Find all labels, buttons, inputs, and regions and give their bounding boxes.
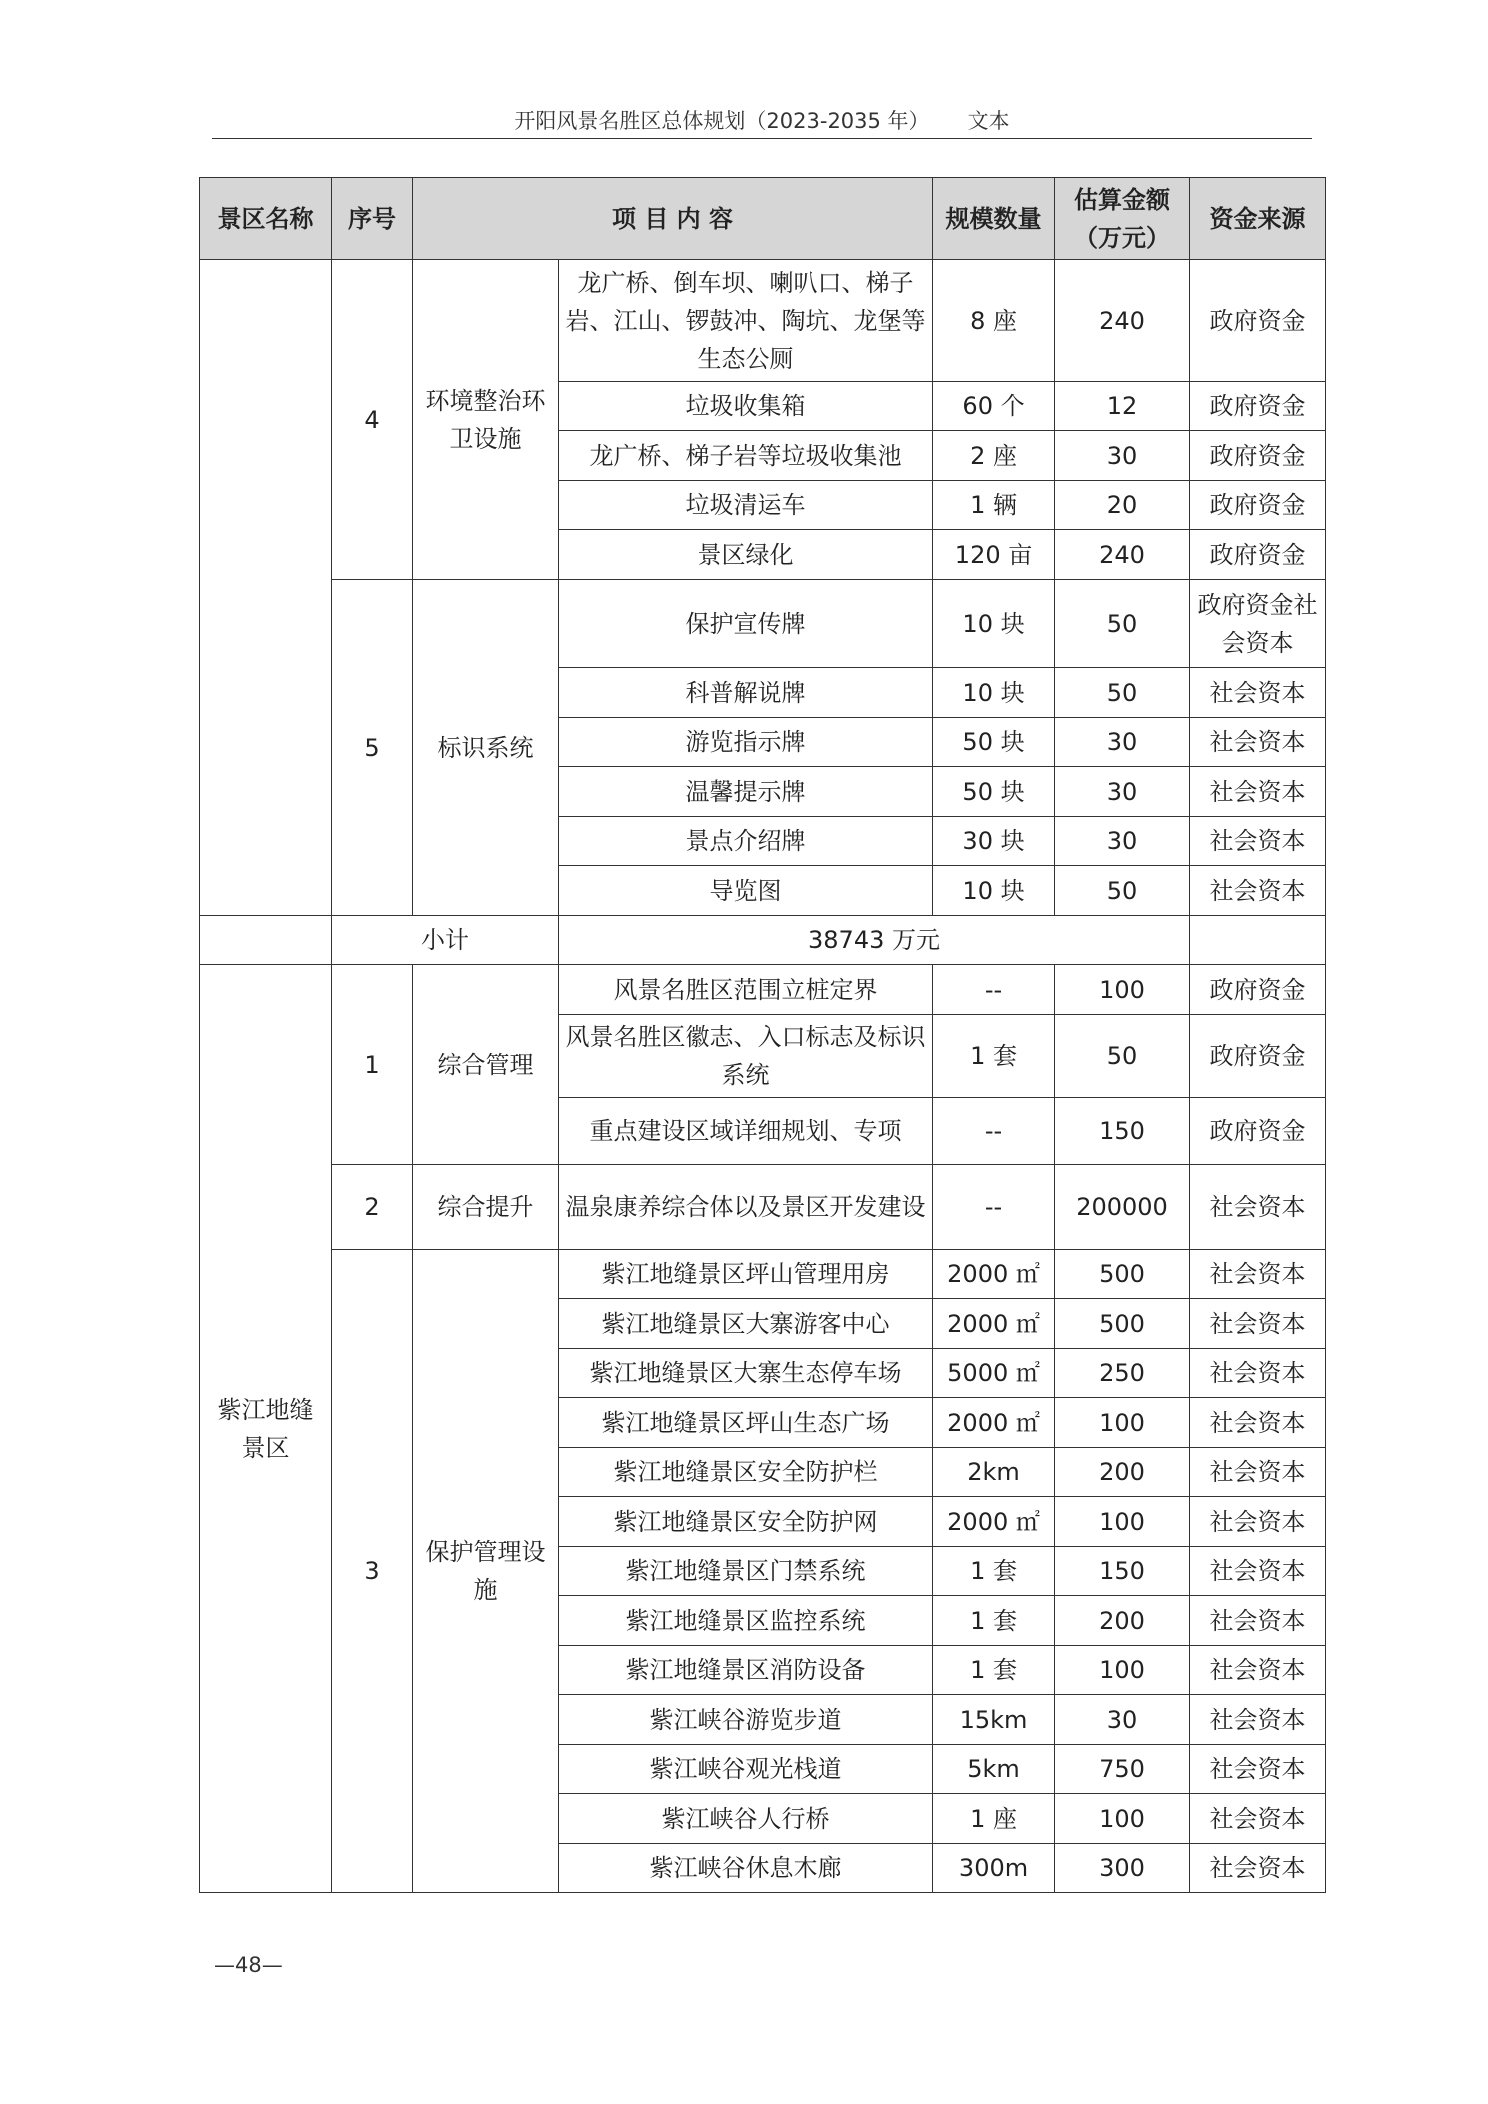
item-content: 紫江峡谷休息木廊 bbox=[559, 1844, 933, 1893]
item-fund: 社会资本 bbox=[1190, 718, 1326, 767]
item-category: 环境整治环卫设施 bbox=[413, 260, 559, 580]
item-cost: 150 bbox=[1055, 1098, 1190, 1165]
item-scale: -- bbox=[933, 1098, 1055, 1165]
item-cost: 240 bbox=[1055, 530, 1190, 580]
item-scale: 15km bbox=[933, 1695, 1055, 1745]
item-content: 紫江地缝景区门禁系统 bbox=[559, 1547, 933, 1596]
item-scale: 1 辆 bbox=[933, 481, 1055, 530]
header-no: 序号 bbox=[332, 178, 413, 260]
item-content: 景点介绍牌 bbox=[559, 817, 933, 866]
item-scale: 120 亩 bbox=[933, 530, 1055, 580]
item-scale: 2000 ㎡ bbox=[933, 1299, 1055, 1349]
item-fund: 社会资本 bbox=[1190, 1299, 1326, 1349]
item-category: 标识系统 bbox=[413, 580, 559, 916]
item-content: 垃圾收集箱 bbox=[559, 382, 933, 431]
item-scale: 2000 ㎡ bbox=[933, 1250, 1055, 1299]
item-fund: 政府资金社会资本 bbox=[1190, 580, 1326, 668]
subtotal-value: 38743 万元 bbox=[559, 916, 1190, 965]
item-cost: 200 bbox=[1055, 1596, 1190, 1646]
item-cost: 250 bbox=[1055, 1349, 1190, 1398]
item-cost: 30 bbox=[1055, 1695, 1190, 1745]
item-fund: 社会资本 bbox=[1190, 1165, 1326, 1250]
table-row bbox=[200, 580, 1326, 668]
item-cost: 20 bbox=[1055, 481, 1190, 530]
item-cost: 100 bbox=[1055, 1794, 1190, 1844]
item-scale: 60 个 bbox=[933, 382, 1055, 431]
item-no: 4 bbox=[332, 260, 413, 580]
item-fund: 社会资本 bbox=[1190, 1646, 1326, 1695]
item-content: 紫江峡谷人行桥 bbox=[559, 1794, 933, 1844]
subtotal-area-empty bbox=[200, 916, 332, 965]
item-cost: 12 bbox=[1055, 382, 1190, 431]
item-fund: 社会资本 bbox=[1190, 1596, 1326, 1646]
item-cost: 500 bbox=[1055, 1250, 1190, 1299]
item-content: 景区绿化 bbox=[559, 530, 933, 580]
item-content: 紫江地缝景区安全防护网 bbox=[559, 1497, 933, 1547]
item-scale: 1 套 bbox=[933, 1596, 1055, 1646]
item-content: 龙广桥、倒车坝、喇叭口、梯子岩、江山、锣鼓冲、陶坑、龙堡等生态公厕 bbox=[559, 260, 933, 382]
item-scale: 2 座 bbox=[933, 431, 1055, 481]
item-fund: 政府资金 bbox=[1190, 1015, 1326, 1098]
item-category: 综合提升 bbox=[413, 1165, 559, 1250]
item-cost: 300 bbox=[1055, 1844, 1190, 1893]
item-scale: 2km bbox=[933, 1448, 1055, 1497]
item-fund: 社会资本 bbox=[1190, 668, 1326, 718]
item-cost: 100 bbox=[1055, 1497, 1190, 1547]
item-fund: 社会资本 bbox=[1190, 1695, 1326, 1745]
item-cost: 100 bbox=[1055, 965, 1190, 1015]
item-fund: 社会资本 bbox=[1190, 1547, 1326, 1596]
item-fund: 社会资本 bbox=[1190, 767, 1326, 817]
header-area: 景区名称 bbox=[200, 178, 332, 260]
item-cost: 150 bbox=[1055, 1547, 1190, 1596]
item-cost: 500 bbox=[1055, 1299, 1190, 1349]
item-scale: 50 块 bbox=[933, 718, 1055, 767]
item-content: 龙广桥、梯子岩等垃圾收集池 bbox=[559, 431, 933, 481]
item-content: 紫江地缝景区安全防护栏 bbox=[559, 1448, 933, 1497]
item-scale: 50 块 bbox=[933, 767, 1055, 817]
item-cost: 200000 bbox=[1055, 1165, 1190, 1250]
item-content: 紫江峡谷游览步道 bbox=[559, 1695, 933, 1745]
item-content: 紫江地缝景区坪山管理用房 bbox=[559, 1250, 933, 1299]
item-fund: 政府资金 bbox=[1190, 431, 1326, 481]
item-scale: 5000 ㎡ bbox=[933, 1349, 1055, 1398]
item-content: 保护宣传牌 bbox=[559, 580, 933, 668]
item-fund: 社会资本 bbox=[1190, 1745, 1326, 1794]
subtotal-label: 小计 bbox=[332, 916, 559, 965]
item-scale: 1 套 bbox=[933, 1547, 1055, 1596]
item-content: 温泉康养综合体以及景区开发建设 bbox=[559, 1165, 933, 1250]
page-header bbox=[212, 104, 1312, 139]
item-scale: 2000 ㎡ bbox=[933, 1398, 1055, 1448]
item-no: 2 bbox=[332, 1165, 413, 1250]
table-row bbox=[200, 965, 1326, 1015]
item-cost: 30 bbox=[1055, 718, 1190, 767]
item-content: 科普解说牌 bbox=[559, 668, 933, 718]
table-row bbox=[200, 1165, 1326, 1250]
item-fund: 社会资本 bbox=[1190, 817, 1326, 866]
item-scale: 1 套 bbox=[933, 1646, 1055, 1695]
item-cost: 200 bbox=[1055, 1448, 1190, 1497]
item-content: 紫江地缝景区坪山生态广场 bbox=[559, 1398, 933, 1448]
item-content: 导览图 bbox=[559, 866, 933, 916]
item-fund: 社会资本 bbox=[1190, 866, 1326, 916]
item-cost: 50 bbox=[1055, 580, 1190, 668]
item-no: 1 bbox=[332, 965, 413, 1165]
item-scale: -- bbox=[933, 965, 1055, 1015]
item-scale: 10 块 bbox=[933, 668, 1055, 718]
header-cost: 估算金额（万元） bbox=[1055, 178, 1190, 260]
item-content: 紫江地缝景区监控系统 bbox=[559, 1596, 933, 1646]
item-cost: 50 bbox=[1055, 668, 1190, 718]
item-cost: 50 bbox=[1055, 1015, 1190, 1098]
item-cost: 30 bbox=[1055, 817, 1190, 866]
document-title: 开阳风景名胜区总体规划（2023-2035 年） bbox=[514, 109, 930, 133]
item-content: 风景名胜区范围立桩定界 bbox=[559, 965, 933, 1015]
item-fund: 政府资金 bbox=[1190, 260, 1326, 382]
item-category: 保护管理设施 bbox=[413, 1250, 559, 1893]
item-content: 紫江地缝景区大寨生态停车场 bbox=[559, 1349, 933, 1398]
item-scale: 1 套 bbox=[933, 1015, 1055, 1098]
item-cost: 100 bbox=[1055, 1398, 1190, 1448]
table-header-row bbox=[200, 178, 1326, 260]
header-content: 项 目 内 容 bbox=[413, 178, 933, 260]
item-fund: 政府资金 bbox=[1190, 481, 1326, 530]
item-content: 垃圾清运车 bbox=[559, 481, 933, 530]
item-cost: 30 bbox=[1055, 431, 1190, 481]
item-category: 综合管理 bbox=[413, 965, 559, 1165]
document-type: 文本 bbox=[967, 109, 1010, 133]
item-scale: 30 块 bbox=[933, 817, 1055, 866]
item-scale: 8 座 bbox=[933, 260, 1055, 382]
budget-table bbox=[199, 177, 1326, 1893]
item-content: 紫江地缝景区大寨游客中心 bbox=[559, 1299, 933, 1349]
item-no: 5 bbox=[332, 580, 413, 916]
header-scale: 规模数量 bbox=[933, 178, 1055, 260]
item-fund: 社会资本 bbox=[1190, 1844, 1326, 1893]
item-scale: 5km bbox=[933, 1745, 1055, 1794]
item-content: 紫江地缝景区消防设备 bbox=[559, 1646, 933, 1695]
item-content: 风景名胜区徽志、入口标志及标识系统 bbox=[559, 1015, 933, 1098]
item-fund: 社会资本 bbox=[1190, 1398, 1326, 1448]
item-fund: 社会资本 bbox=[1190, 1448, 1326, 1497]
item-no: 3 bbox=[332, 1250, 413, 1893]
header-fund: 资金来源 bbox=[1190, 178, 1326, 260]
subtotal-row bbox=[200, 916, 1326, 965]
item-scale: 10 块 bbox=[933, 866, 1055, 916]
item-scale: 10 块 bbox=[933, 580, 1055, 668]
item-scale: -- bbox=[933, 1165, 1055, 1250]
table-row bbox=[200, 1250, 1326, 1299]
item-fund: 社会资本 bbox=[1190, 1794, 1326, 1844]
item-fund: 社会资本 bbox=[1190, 1349, 1326, 1398]
table-row bbox=[200, 260, 1326, 382]
item-fund: 政府资金 bbox=[1190, 1098, 1326, 1165]
item-cost: 750 bbox=[1055, 1745, 1190, 1794]
item-content: 紫江峡谷观光栈道 bbox=[559, 1745, 933, 1794]
item-content: 温馨提示牌 bbox=[559, 767, 933, 817]
item-fund: 社会资本 bbox=[1190, 1250, 1326, 1299]
item-content: 重点建设区域详细规划、专项 bbox=[559, 1098, 933, 1165]
area-cell-empty bbox=[200, 260, 332, 916]
item-fund: 政府资金 bbox=[1190, 965, 1326, 1015]
area-name: 紫江地缝景区 bbox=[200, 965, 332, 1893]
item-fund: 政府资金 bbox=[1190, 382, 1326, 431]
item-cost: 30 bbox=[1055, 767, 1190, 817]
item-scale: 1 座 bbox=[933, 1794, 1055, 1844]
subtotal-fund-empty bbox=[1190, 916, 1326, 965]
item-scale: 300m bbox=[933, 1844, 1055, 1893]
item-fund: 政府资金 bbox=[1190, 530, 1326, 580]
item-cost: 50 bbox=[1055, 866, 1190, 916]
page-number: —48— bbox=[214, 1953, 283, 1977]
item-content: 游览指示牌 bbox=[559, 718, 933, 767]
item-scale: 2000 ㎡ bbox=[933, 1497, 1055, 1547]
item-cost: 100 bbox=[1055, 1646, 1190, 1695]
item-cost: 240 bbox=[1055, 260, 1190, 382]
item-fund: 社会资本 bbox=[1190, 1497, 1326, 1547]
